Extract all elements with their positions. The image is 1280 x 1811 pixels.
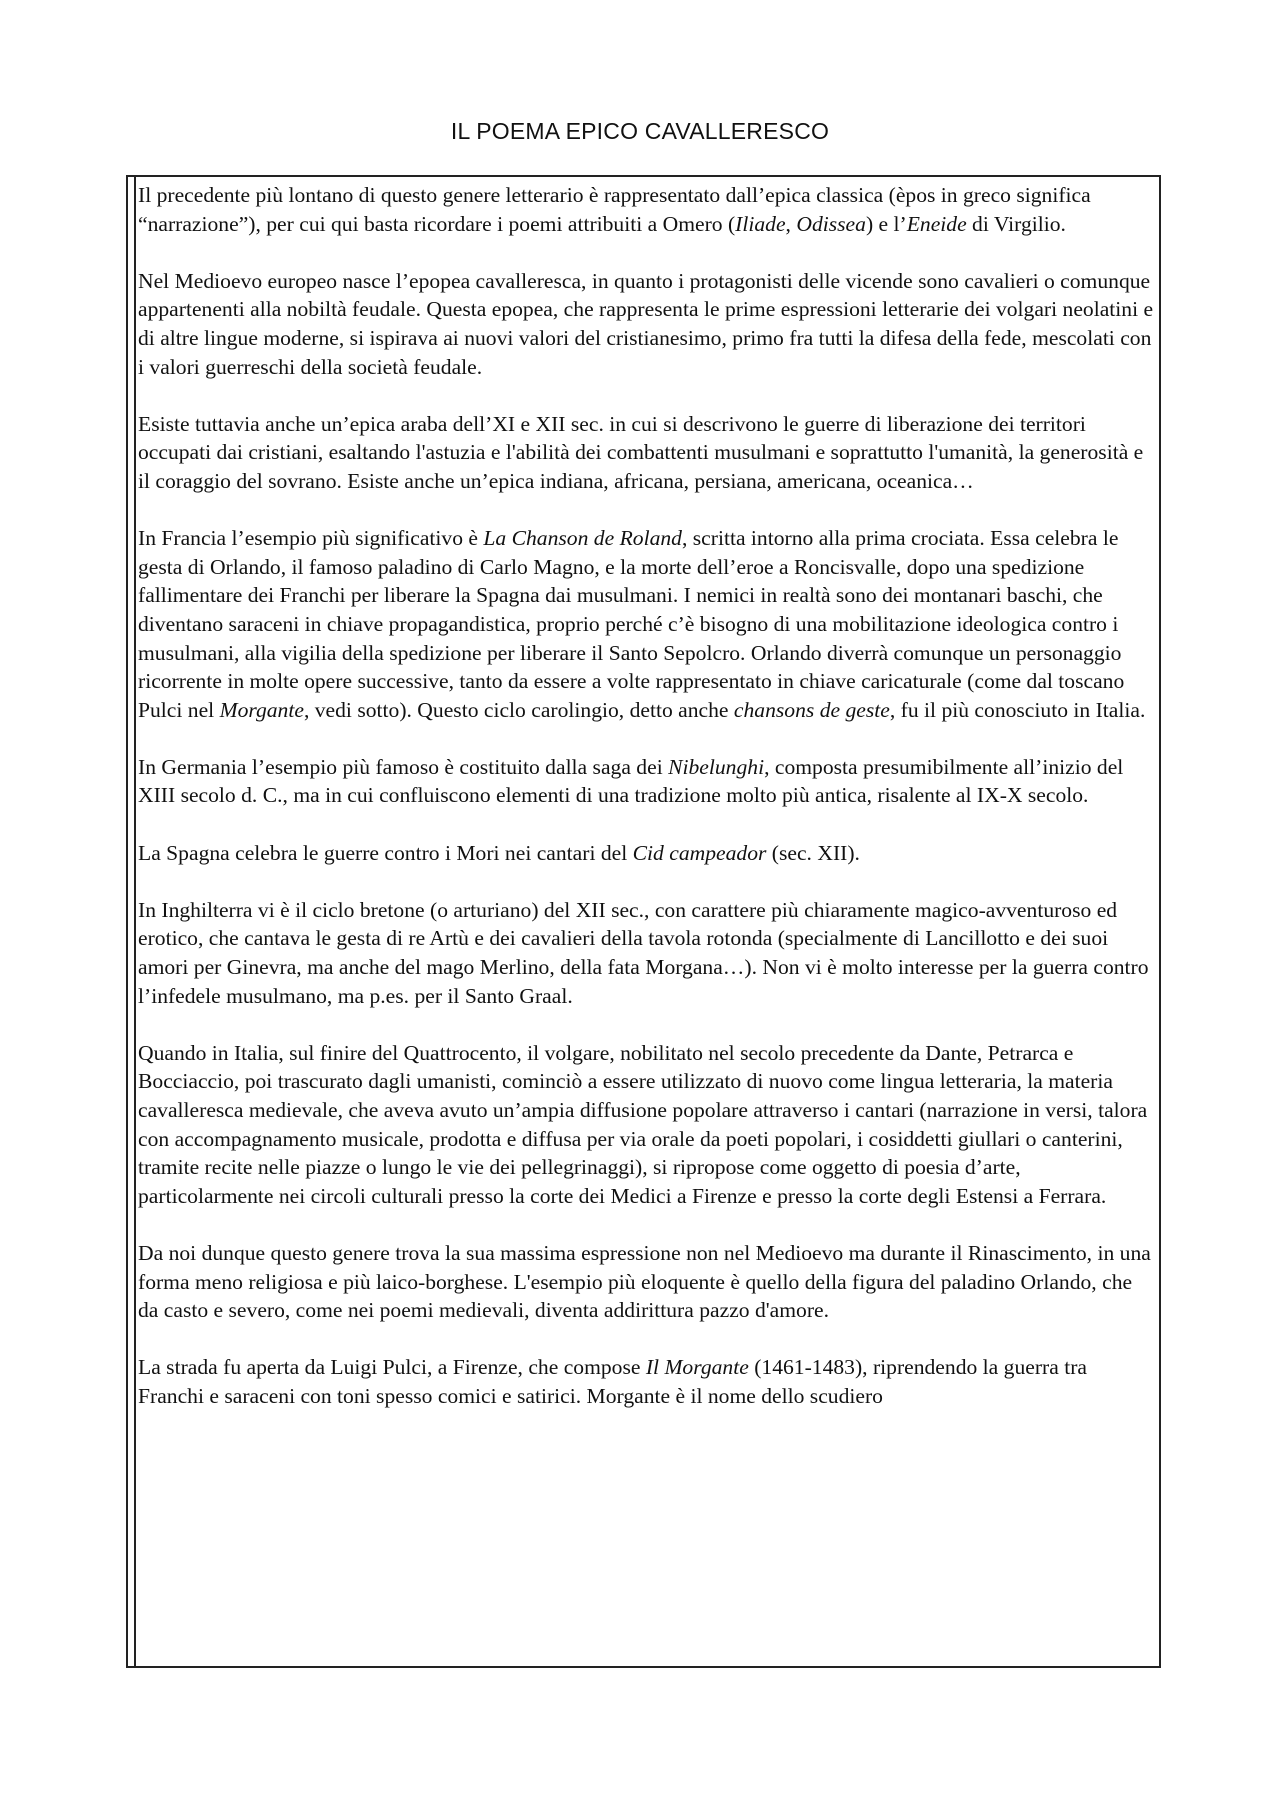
text-run: , composta presumibilmente all’inizio del XIII secolo d. C., ma in cui confluiscono elementi di una tradizione molto più antica, risalente al IX-X secolo. bbox=[138, 754, 1124, 808]
text-run: (1461-1483), riprendendo la guerra tra Franchi e saraceni con toni spesso comici e satirici. Morgante è il nome dello scudiero bbox=[138, 1355, 1087, 1408]
paragraph-francia bbox=[138, 524, 1156, 724]
text-frame bbox=[126, 175, 1161, 1668]
italic-title: Cid campeador bbox=[632, 840, 767, 865]
text-run: La Spagna celebra le guerre contro i Mori nei cantari del bbox=[138, 840, 633, 865]
italic-title: La Chanson de Roland bbox=[483, 526, 682, 551]
text-run: ) e l’ bbox=[865, 211, 907, 236]
text-run: Il precedente più lontano di questo genere letterario è rappresentato dall’epica classica (èpos in greco significa “narrazione”), per cui qui basta ricordare i poemi attribuiti a Omero ( bbox=[138, 183, 1091, 236]
paragraph-epica-araba: Esiste tuttavia anche un’epica araba dell’XI e XII sec. in cui si descrivono le guerre di liberazione dei territori occupati dai cristiani, esaltando l'astuzia e l'abilità dei combattenti musulmani e soprattutto l'umanità, la generosità e il coraggio del sovrano. Esiste anche un’epica indiana, africana, persiana, americana, oceanica… bbox=[138, 411, 1144, 493]
paragraph-medioevo: Nel Medioevo europeo nasce l’epopea cavalleresca, in quanto i protagonisti delle vicende sono cavalieri o comunque appartenenti alla nobiltà feudale. Questa epopea, che rappresenta le prime espressioni letterarie dei volgari neolatini e di altre lingue moderne, si ispirava ai nuovi valori del cristianesimo, primo fra tutti la difesa della fede, mescolati con i valori guerreschi della società feudale. bbox=[138, 268, 1154, 379]
italic-title: Odissea bbox=[796, 211, 866, 236]
italic-title: Eneide bbox=[906, 211, 967, 236]
italic-title: Iliade bbox=[735, 211, 786, 236]
text-run: , fu il più conosciuto in Italia. bbox=[889, 697, 1146, 722]
body-text bbox=[138, 181, 1156, 1411]
paragraph-italia: Quando in Italia, sul finire del Quattrocento, il volgare, nobilitato nel secolo precedente da Dante, Petrarca e Bocciaccio, poi trascurato dagli umanisti, cominciò a essere utilizzato di nuovo come lingua letteraria, la materia cavalleresca medievale, che aveva avuto un’ampia diffusione popolare attraverso i cantari (narrazione in versi, talora con accompagnamento musicale, prodotta e diffusa per via orale da poeti popolari, i cosiddetti giullari o canterini, tramite recite nelle piazze o lungo le vie dei pellegrinaggi), si ripropose come oggetto di poesia d’arte, particolarmente nei circoli culturali presso la corte dei Medici a Firenze e presso la corte degli Estensi a Ferrara. bbox=[138, 1040, 1148, 1208]
italic-title: Nibelunghi bbox=[668, 754, 765, 779]
text-run: In Germania l’esempio più famoso è costituito dalla saga dei bbox=[138, 754, 669, 779]
text-run: , bbox=[785, 211, 797, 236]
italic-title: Il Morgante bbox=[645, 1355, 749, 1380]
italic-title: chansons de geste bbox=[733, 697, 890, 722]
text-run: , scritta intorno alla prima crociata. Essa celebra le gesta di Orlando, il famoso paladino di Carlo Magno, e la morte dell’eroe a Roncisvalle, dopo una spedizione fallimentare dei Franchi per liberare la Spagna dai musulmani. I nemici in realtà sono dei montanari baschi, che diventano saraceni in chiave propagandistica, proprio perché c’è bisogno di una mobilitazione ideologica contro i musulmani, alla vigilia della spedizione per liberare il Santo Sepolcro. Orlando diverrà comunque un personaggio ricorrente in molte opere successive, tanto da essere a volte rappresentato in chiave caricaturale (come dal toscano Pulci nel bbox=[138, 526, 1125, 722]
italic-title: Morgante bbox=[219, 697, 304, 722]
page-title: IL POEMA EPICO CAVALLERESCO bbox=[450, 118, 830, 144]
paragraph-inghilterra: In Inghilterra vi è il ciclo bretone (o arturiano) del XII sec., con carattere più chiaramente magico-avventuroso ed erotico, che cantava le gesta di re Artù e dei cavalieri della tavola rotonda (specialmente di Lancillotto e dei suoi amori per Ginevra, ma anche del mago Merlino, della fata Morgana…). Non vi è molto interesse per la guerra contro l’infedele musulmano, ma p.es. per il Santo Graal. bbox=[138, 897, 1149, 1008]
text-run: La strada fu aperta da Luigi Pulci, a Firenze, che compose bbox=[138, 1355, 646, 1380]
text-run: (sec. XII). bbox=[766, 840, 860, 865]
paragraph-rinascimento: Da noi dunque questo genere trova la sua massima espressione non nel Medioevo ma durante il Rinascimento, in una forma meno religiosa e più laico-borghese. L'esempio più eloquente è quello della figura del paladino Orlando, che da casto e severo, come nei poemi medievali, diventa addirittura pazzo d'amore. bbox=[138, 1240, 1151, 1323]
paragraph-epica-classica bbox=[138, 181, 1156, 238]
text-run: In Francia l’esempio più significativo è bbox=[138, 526, 484, 551]
text-run: , vedi sotto). Questo ciclo carolingio, detto anche bbox=[303, 697, 734, 722]
paragraph-spagna bbox=[138, 839, 1156, 868]
paragraph-germania bbox=[138, 753, 1156, 810]
text-run: di Virgilio. bbox=[966, 211, 1066, 236]
paragraph-pulci bbox=[138, 1353, 1156, 1410]
